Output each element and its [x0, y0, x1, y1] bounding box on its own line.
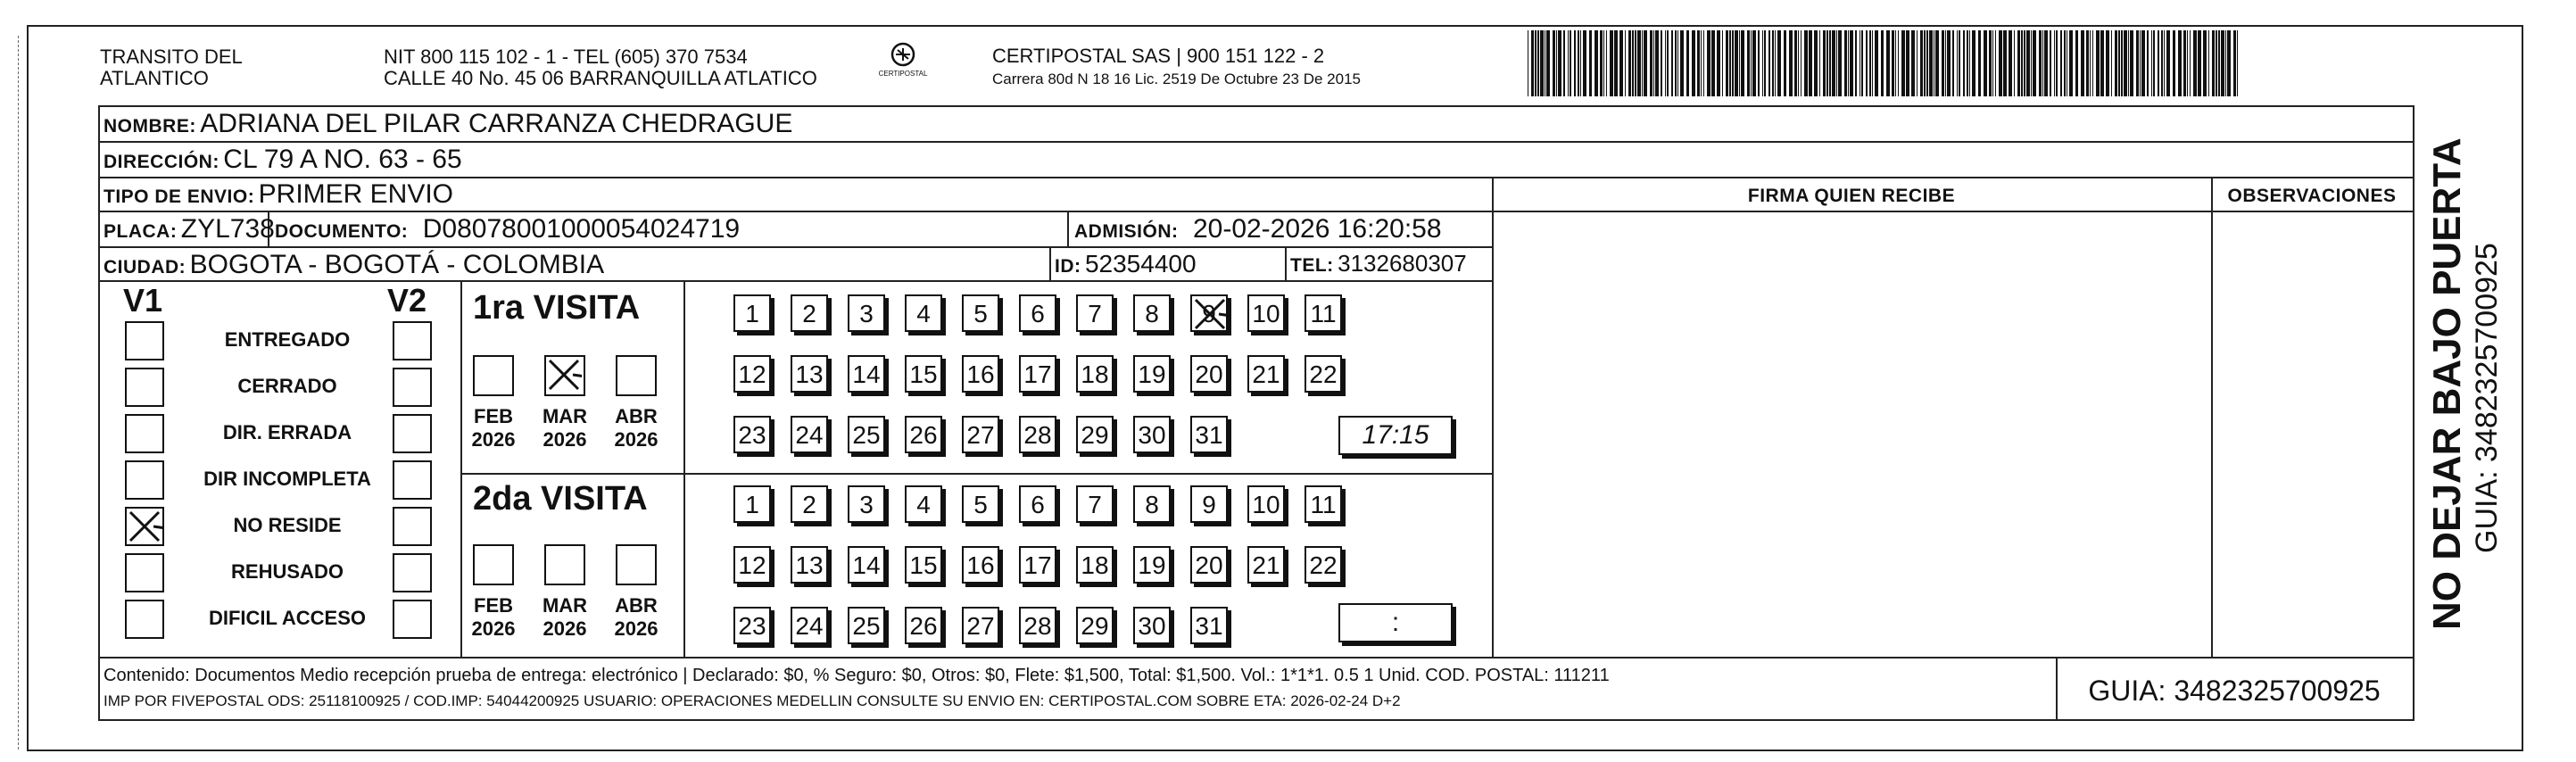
month-name: ABR	[615, 594, 658, 617]
first-visit-month-mar-checkbox[interactable]	[544, 355, 585, 396]
first-visit-day-19[interactable]	[1133, 355, 1171, 393]
documento-label: DOCUMENTO:	[275, 221, 409, 242]
first-visit-time-box[interactable]	[1338, 416, 1453, 455]
day-number: 28	[1023, 612, 1052, 640]
second-visit-day-11[interactable]	[1305, 485, 1342, 523]
courier-block	[992, 45, 1361, 91]
nit-line2: CALLE 40 No. 45 06 BARRANQUILLA ATLATICO	[384, 67, 817, 89]
month-year: 2026	[614, 428, 658, 451]
day-number: 18	[1081, 360, 1109, 388]
v1-header: V1	[123, 282, 163, 319]
first-visit-month-feb-checkbox[interactable]	[473, 355, 514, 396]
second-visit-month-label	[462, 594, 525, 641]
first-visit-month-label	[534, 405, 596, 451]
day-number: 17	[1023, 360, 1052, 388]
day-number: 31	[1195, 612, 1223, 640]
day-number: 7	[1088, 491, 1102, 518]
day-number: 28	[1023, 421, 1052, 449]
day-number: 8	[1145, 491, 1159, 518]
v1-checkbox-dificil-acceso[interactable]	[125, 600, 164, 639]
first-visit-day-31[interactable]	[1190, 416, 1228, 453]
tel-value: 3132680307	[1338, 250, 1467, 277]
day-number: 1	[745, 491, 759, 518]
direccion-label: DIRECCIÓN:	[104, 152, 219, 172]
day-number: 10	[1252, 300, 1280, 327]
nit-line1: NIT 800 115 102 - 1 - TEL (605) 370 7534	[384, 46, 748, 68]
first-visit-day-10[interactable]	[1247, 294, 1285, 332]
id-value: 52354400	[1084, 250, 1197, 277]
nombre-label: NOMBRE:	[104, 116, 196, 137]
admision-value: 20-02-2026 16:20:58	[1192, 214, 1442, 244]
first-visit-time: 17:15	[1362, 420, 1429, 450]
second-visit-day-28[interactable]	[1019, 607, 1056, 644]
first-visit-day-7[interactable]	[1076, 294, 1114, 332]
second-visit-month-label	[605, 594, 667, 641]
second-visit-day-13[interactable]	[791, 546, 828, 584]
direccion-row	[104, 145, 462, 175]
day-number: 30	[1138, 421, 1166, 449]
day-number: 29	[1081, 421, 1109, 449]
second-visit-day-22[interactable]	[1305, 546, 1342, 584]
status-label-dir-errada: DIR. ERRADA	[222, 421, 352, 443]
status-label-rehusado: REHUSADO	[231, 560, 344, 583]
first-visit-day-18[interactable]	[1076, 355, 1114, 393]
footer-guia: GUIA: 3482325700925	[2088, 675, 2381, 707]
day-number: 15	[909, 551, 938, 579]
certipostal-logo	[878, 41, 928, 86]
month-year: 2026	[471, 428, 516, 451]
v1-checkbox-no-reside[interactable]	[125, 507, 164, 546]
day-number: 11	[1310, 491, 1337, 518]
first-visit-day-3[interactable]	[848, 294, 885, 332]
first-visit-day-22[interactable]	[1305, 355, 1342, 393]
first-visit-day-28[interactable]	[1019, 416, 1056, 453]
day-number: 13	[795, 360, 824, 388]
nit-block	[384, 46, 817, 89]
status-label-no-reside: NO RESIDE	[233, 514, 342, 536]
month-name: MAR	[542, 405, 588, 427]
second-visit-day-12[interactable]	[733, 546, 771, 584]
second-visit-day-21[interactable]	[1247, 546, 1285, 584]
courier-line2: Carrera 80d N 18 16 Lic. 2519 De Octubre 23 De 2015	[992, 70, 1361, 87]
day-number: 23	[738, 421, 766, 449]
second-visit-day-1[interactable]	[733, 485, 771, 523]
day-number: 20	[1195, 360, 1223, 388]
direccion-value: CL 79 A NO. 63 - 65	[223, 145, 462, 174]
contenido-text: Contenido: Documentos Medio recepción prueba de entrega: electrónico | Declarado: $0, % Seguro: $0, Otros: $0, Flete: $1,500, Total: $1,500. Vol.: 1*1*1. 0.5 1 Unid. COD. POSTAL: 111211	[104, 666, 1610, 685]
first-visit-day-23[interactable]	[733, 416, 771, 453]
day-number: 14	[852, 551, 881, 579]
second-visit-day-18[interactable]	[1076, 546, 1114, 584]
second-visit-day-6[interactable]	[1019, 485, 1056, 523]
first-visit-day-25[interactable]	[848, 416, 885, 453]
day-number: 24	[795, 612, 824, 640]
x-mark-icon	[546, 357, 582, 393]
day-number: 8	[1145, 300, 1159, 327]
day-number: 4	[916, 300, 931, 327]
day-number: 16	[966, 360, 995, 388]
second-visit-day-4[interactable]	[905, 485, 942, 523]
documento-row	[275, 214, 740, 244]
month-year: 2026	[543, 617, 587, 640]
second-visit-day-30[interactable]	[1133, 607, 1171, 644]
ciudad-label: CIUDAD:	[104, 257, 186, 277]
left-edge-marks	[0, 36, 19, 750]
first-visit-day-5[interactable]	[962, 294, 999, 332]
second-visit-day-7[interactable]	[1076, 485, 1114, 523]
first-visit-day-13[interactable]	[791, 355, 828, 393]
side-guia: GUIA: 3482325700925	[2470, 243, 2504, 553]
imp-text: IMP POR FIVEPOSTAL ODS: 25118100925 / COD.IMP: 54044200925 USUARIO: OPERACIONES MEDELLIN CONSULTE SU ENVIO EN: CERTIPOSTAL.COM SOBRE ETA: 2026-02-24 D+2	[104, 692, 1401, 709]
first-visit-day-2[interactable]	[791, 294, 828, 332]
day-number: 19	[1138, 551, 1166, 579]
day-number: 17	[1023, 551, 1052, 579]
first-visit-day-6[interactable]	[1019, 294, 1056, 332]
day-number: 16	[966, 551, 995, 579]
second-visit-day-14[interactable]	[848, 546, 885, 584]
v2-checkbox-rehusado[interactable]	[393, 553, 432, 592]
second-visit-day-8[interactable]	[1133, 485, 1171, 523]
day-number: 9	[1202, 300, 1216, 327]
first-visit-month-label	[605, 405, 667, 451]
logo-text: CERTIPOSTAL	[878, 70, 928, 78]
day-number: 6	[1031, 300, 1045, 327]
day-number: 14	[852, 360, 881, 388]
second-visit-month-feb-checkbox[interactable]	[473, 544, 514, 585]
first-visit-day-4[interactable]	[905, 294, 942, 332]
v2-checkbox-dir-errada[interactable]	[393, 414, 432, 453]
v1-checkbox-rehusado[interactable]	[125, 553, 164, 592]
month-name: FEB	[474, 405, 513, 427]
firma-label: FIRMA QUIEN RECIBE	[1747, 186, 1956, 206]
day-number: 23	[738, 612, 766, 640]
placa-row	[104, 214, 275, 244]
day-number: 20	[1195, 551, 1223, 579]
status-label-entregado: ENTREGADO	[224, 328, 351, 351]
barcode	[1528, 30, 2241, 96]
documento-value: D08078001000054024719	[422, 214, 741, 244]
day-number: 3	[859, 491, 874, 518]
first-visit-day-30[interactable]	[1133, 416, 1171, 453]
day-number: 30	[1138, 612, 1166, 640]
first-visit-day-9[interactable]	[1190, 294, 1228, 332]
day-number: 13	[795, 551, 824, 579]
tipo-value: PRIMER ENVIO	[258, 179, 454, 209]
day-number: 11	[1310, 300, 1337, 327]
day-number: 27	[966, 612, 995, 640]
month-name: ABR	[615, 405, 658, 427]
day-number: 24	[795, 421, 824, 449]
second-visit-day-9[interactable]	[1190, 485, 1228, 523]
x-mark-icon	[127, 509, 162, 544]
first-visit-day-11[interactable]	[1305, 294, 1342, 332]
first-visit-day-27[interactable]	[962, 416, 999, 453]
day-number: 25	[852, 612, 881, 640]
second-visit-day-16[interactable]	[962, 546, 999, 584]
company-block	[100, 46, 243, 89]
v2-checkbox-entregado[interactable]	[393, 321, 432, 360]
month-year: 2026	[471, 617, 516, 640]
first-visit-day-14[interactable]	[848, 355, 885, 393]
second-visit-title: 2da VISITA	[473, 480, 648, 518]
v2-checkbox-cerrado[interactable]	[393, 368, 432, 407]
nombre-value: ADRIANA DEL PILAR CARRANZA CHEDRAGUE	[200, 109, 793, 138]
status-label-dificil-acceso: DIFICIL ACCESO	[208, 607, 366, 629]
first-visit-day-21[interactable]	[1247, 355, 1285, 393]
day-number: 31	[1195, 421, 1223, 449]
day-number: 2	[802, 491, 816, 518]
first-visit-month-abr-checkbox[interactable]	[616, 355, 657, 396]
v2-header: V2	[387, 282, 427, 319]
day-number: 22	[1309, 551, 1338, 579]
second-visit-day-23[interactable]	[733, 607, 771, 644]
admision-label: ADMISIÓN:	[1074, 221, 1179, 242]
company-line2: ATLANTICO	[100, 67, 209, 89]
second-visit-day-31[interactable]	[1190, 607, 1228, 644]
no-dejar-bajo-puerta: NO DEJAR BAJO PUERTA	[2425, 137, 2469, 630]
v1-checkbox-dir-errada[interactable]	[125, 414, 164, 453]
day-number: 2	[802, 300, 816, 327]
day-number: 18	[1081, 551, 1109, 579]
second-visit-day-26[interactable]	[905, 607, 942, 644]
id-row	[1055, 250, 1197, 278]
day-number: 5	[973, 491, 988, 518]
second-visit-day-10[interactable]	[1247, 485, 1285, 523]
tel-label: TEL:	[1290, 255, 1334, 276]
month-year: 2026	[614, 617, 658, 640]
tipo-row	[104, 179, 453, 210]
day-number: 4	[916, 491, 931, 518]
day-number: 27	[966, 421, 995, 449]
day-number: 19	[1138, 360, 1166, 388]
company-line1: TRANSITO DEL	[100, 46, 243, 68]
day-number: 15	[909, 360, 938, 388]
tel-row	[1290, 250, 1467, 277]
v1-checkbox-cerrado[interactable]	[125, 368, 164, 407]
id-label: ID:	[1055, 256, 1081, 277]
day-number: 9	[1202, 491, 1216, 518]
second-visit-day-19[interactable]	[1133, 546, 1171, 584]
first-visit-day-29[interactable]	[1076, 416, 1114, 453]
day-number: 29	[1081, 612, 1109, 640]
v2-checkbox-dir-incompleta[interactable]	[393, 460, 432, 500]
month-year: 2026	[543, 428, 587, 451]
ciudad-row	[104, 250, 604, 280]
first-visit-title: 1ra VISITA	[473, 289, 641, 327]
second-visit-day-2[interactable]	[791, 485, 828, 523]
courier-line1: CERTIPOSTAL SAS | 900 151 122 - 2	[992, 45, 1325, 67]
day-number: 26	[909, 421, 938, 449]
first-visit-day-20[interactable]	[1190, 355, 1228, 393]
first-visit-day-15[interactable]	[905, 355, 942, 393]
day-number: 3	[859, 300, 874, 327]
v1-checkbox-entregado[interactable]	[125, 321, 164, 360]
day-number: 6	[1031, 491, 1045, 518]
first-visit-day-26[interactable]	[905, 416, 942, 453]
day-number: 21	[1252, 360, 1280, 388]
day-number: 26	[909, 612, 938, 640]
day-number: 1	[745, 300, 759, 327]
month-name: MAR	[542, 594, 588, 617]
first-visit-month-label	[462, 405, 525, 451]
first-visit-day-8[interactable]	[1133, 294, 1171, 332]
first-visit-day-17[interactable]	[1019, 355, 1056, 393]
v1-checkbox-dir-incompleta[interactable]	[125, 460, 164, 500]
day-number: 25	[852, 421, 881, 449]
second-visit-month-label	[534, 594, 596, 641]
second-visit-time-box[interactable]	[1338, 603, 1453, 642]
status-label-dir-incompleta: DIR INCOMPLETA	[203, 468, 371, 490]
second-visit-day-5[interactable]	[962, 485, 999, 523]
logo-icon	[888, 41, 918, 68]
x-mark-icon	[1192, 296, 1228, 332]
second-visit-month-abr-checkbox[interactable]	[616, 544, 657, 585]
day-number: 12	[738, 551, 766, 579]
ciudad-value: BOGOTA - BOGOTÁ - COLOMBIA	[189, 250, 605, 279]
second-visit-day-24[interactable]	[791, 607, 828, 644]
placa-value: ZYL738	[180, 214, 275, 244]
first-visit-day-24[interactable]	[791, 416, 828, 453]
first-visit-day-12[interactable]	[733, 355, 771, 393]
second-visit-day-25[interactable]	[848, 607, 885, 644]
nombre-row	[104, 109, 792, 139]
second-visit-day-29[interactable]	[1076, 607, 1114, 644]
first-visit-day-1[interactable]	[733, 294, 771, 332]
day-number: 10	[1252, 491, 1280, 518]
day-number: 22	[1309, 360, 1338, 388]
day-number: 21	[1252, 551, 1280, 579]
second-visit-month-mar-checkbox[interactable]	[544, 544, 585, 585]
second-visit-day-27[interactable]	[962, 607, 999, 644]
month-name: FEB	[474, 594, 513, 617]
day-number: 5	[973, 300, 988, 327]
first-visit-day-16[interactable]	[962, 355, 999, 393]
placa-label: PLACA:	[104, 221, 178, 242]
day-number: 12	[738, 360, 766, 388]
second-visit-time: :	[1391, 608, 1400, 637]
observaciones-label: OBSERVACIONES	[2227, 186, 2397, 206]
second-visit-day-15[interactable]	[905, 546, 942, 584]
second-visit-day-20[interactable]	[1190, 546, 1228, 584]
v2-checkbox-no-reside[interactable]	[393, 507, 432, 546]
second-visit-day-3[interactable]	[848, 485, 885, 523]
v2-checkbox-dificil-acceso[interactable]	[393, 600, 432, 639]
status-label-cerrado: CERRADO	[237, 375, 337, 397]
admision-row	[1074, 214, 1442, 244]
day-number: 7	[1088, 300, 1102, 327]
tipo-label: TIPO DE ENVIO:	[104, 186, 255, 207]
second-visit-day-17[interactable]	[1019, 546, 1056, 584]
